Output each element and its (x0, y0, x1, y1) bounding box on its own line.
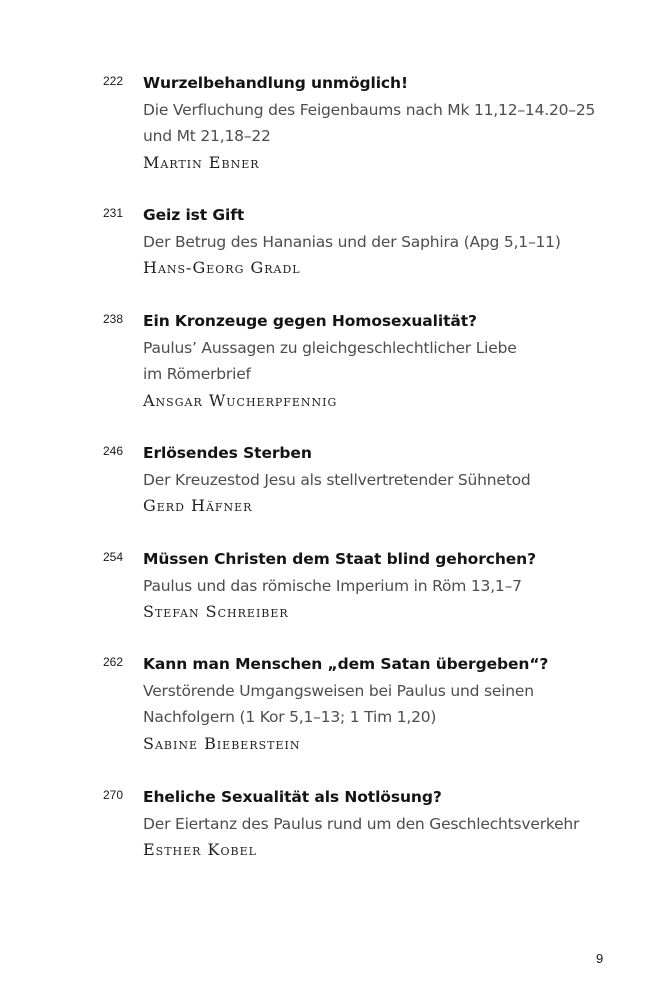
entry-subtitle-line: Der Kreuzestod Jesu als stellvertretender Sühnetod (143, 470, 531, 489)
entry-page-number: 270 (103, 788, 124, 802)
entry-subtitle-line: und Mt 21,18–22 (143, 127, 271, 145)
entry-subtitle-line: Verstörende Umgangsweisen bei Paulus und seinen (143, 681, 534, 700)
entry-title: Kann man Menschen „dem Satan übergeben“? (143, 655, 549, 673)
page-folio: 9 (596, 951, 604, 966)
entry-author: Martin Ebner (143, 152, 260, 172)
entry-author: Esther Kobel (143, 840, 257, 859)
entry-author: Sabine Bieberstein (143, 733, 301, 753)
entry-page-number: 262 (103, 655, 124, 669)
entry-author: Ansgar Wucherpfennig (143, 390, 338, 410)
entry-subtitle-line: Der Betrug des Hananias und der Saphira (Apg 5,1–11) (143, 232, 561, 251)
entry-page-number: 254 (103, 550, 124, 564)
entry-title: Geiz ist Gift (143, 206, 245, 224)
entry-title: Müssen Christen dem Staat blind gehorchen? (143, 550, 536, 568)
entry-page-number: 246 (103, 444, 124, 458)
entry-title: Eheliche Sexualität als Notlösung? (143, 788, 442, 806)
entry-author: Stefan Schreiber (143, 602, 289, 621)
entry-title: Erlösendes Sterben (143, 444, 312, 462)
entry-subtitle-line: Der Eiertanz des Paulus rund um den Geschlechtsverkehr (143, 814, 580, 833)
entry-author: Hans-Georg Gradl (143, 258, 301, 277)
entry-title: Ein Kronzeuge gegen Homosexualität? (143, 312, 477, 330)
entry-subtitle-line: Paulus und das römische Imperium in Röm 13,1–7 (143, 576, 522, 595)
entry-title: Wurzelbehandlung unmöglich! (143, 74, 408, 92)
entry-subtitle-line: Nachfolgern (1 Kor 5,1–13; 1 Tim 1,20) (143, 708, 437, 726)
entry-author: Gerd Häfner (143, 496, 253, 515)
entry-subtitle-line: im Römerbrief (143, 365, 251, 383)
entry-page-number: 238 (103, 312, 124, 326)
entry-subtitle-line: Die Verfluchung des Feigenbaums nach Mk 11,12–14.20–25 (143, 100, 596, 119)
entry-page-number: 231 (103, 206, 124, 220)
entry-page-number: 222 (103, 74, 124, 88)
entry-subtitle-line: Paulus’ Aussagen zu gleichgeschlechtlicher Liebe (143, 338, 517, 357)
